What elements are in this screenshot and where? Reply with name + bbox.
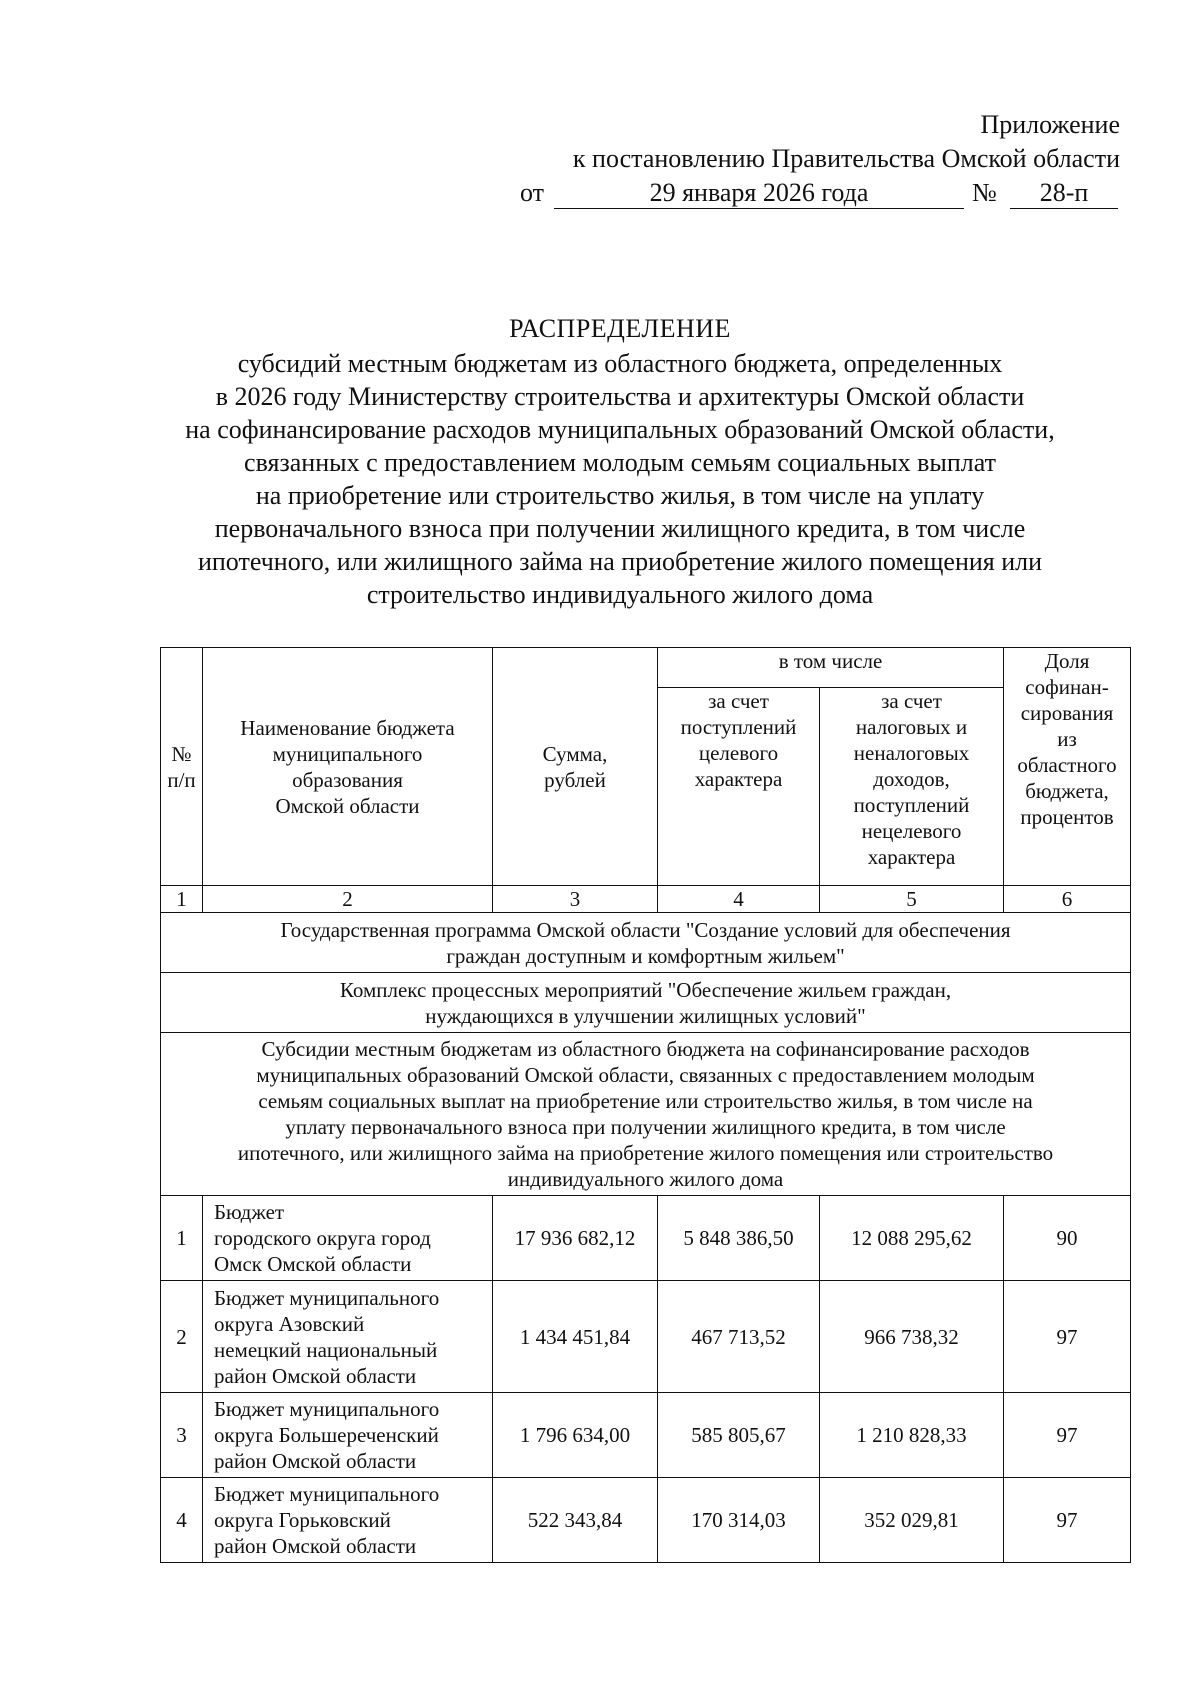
- row-num: 3: [161, 1393, 203, 1478]
- resolution-date: 29 января 2026 года: [554, 176, 964, 209]
- row-tax: 12 088 295,62: [820, 1196, 1004, 1281]
- row-share: 97: [1004, 1281, 1131, 1393]
- appendix-label: Приложение: [980, 110, 1120, 139]
- section-row-program: [161, 913, 1131, 973]
- subtitle-line: связанных с предоставлением молодым семьям социальных выплат: [244, 448, 996, 477]
- subtitle-line: субсидий местным бюджетам из областного бюджета, определенных: [237, 349, 1003, 378]
- column-number: 6: [1004, 886, 1131, 913]
- document-title-block: [140, 312, 1100, 611]
- row-tax: 352 029,81: [820, 1478, 1004, 1563]
- row-tax: 1 210 828,33: [820, 1393, 1004, 1478]
- column-number: 3: [493, 886, 658, 913]
- table-row: [161, 1393, 1131, 1478]
- row-budget-name: Бюджет муниципального округа Большереченский район Омской области: [203, 1393, 493, 1478]
- header-tax: за счет налоговых и неналоговых доходов, поступлений нецелевого характера: [820, 688, 1004, 886]
- row-budget-name: Бюджет муниципального округа Азовский немецкий национальный район Омской области: [203, 1281, 493, 1393]
- header-share: Доля софинан- сирования из областного бюджета, процентов: [1004, 648, 1131, 886]
- row-share: 90: [1004, 1196, 1131, 1281]
- section-row-complex: [161, 973, 1131, 1033]
- row-targeted: 5 848 386,50: [658, 1196, 820, 1281]
- date-number-line: [520, 176, 1120, 210]
- row-num: 4: [161, 1478, 203, 1563]
- row-share: 97: [1004, 1393, 1131, 1478]
- subtitle-line: в 2026 году Министерству строительства и архитектуры Омской области: [215, 382, 1025, 411]
- header-row: [161, 648, 1131, 688]
- header-sum: Сумма, рублей: [493, 648, 658, 886]
- subtitle-line: первоначального взноса при получении жилищного кредита, в том числе: [214, 514, 1026, 543]
- table-row: [161, 1478, 1131, 1563]
- row-budget-name: Бюджет городского округа город Омск Омской области: [203, 1196, 493, 1281]
- table-row: [161, 1196, 1131, 1281]
- column-number: 5: [820, 886, 1004, 913]
- row-budget-name: Бюджет муниципального округа Горьковский район Омской области: [203, 1478, 493, 1563]
- row-targeted: 467 713,52: [658, 1281, 820, 1393]
- resolution-number: 28-п: [1010, 176, 1118, 209]
- resolution-label: к постановлению Правительства Омской области: [572, 144, 1120, 173]
- row-targeted: 585 805,67: [658, 1393, 820, 1478]
- header-num: № п/п: [161, 648, 203, 886]
- column-number: 1: [161, 886, 203, 913]
- row-num: 2: [161, 1281, 203, 1393]
- header-including: в том числе: [658, 648, 1004, 688]
- header-name: Наименование бюджета муниципального образования Омской области: [203, 648, 493, 886]
- subtitle-line: ипотечного, или жилищного займа на приобретение жилого помещения или: [197, 547, 1043, 576]
- row-num: 1: [161, 1196, 203, 1281]
- table-row: [161, 1281, 1131, 1393]
- section-program: Государственная программа Омской области "Создание условий для обеспечения граждан доступным и комфортным жильем": [161, 913, 1131, 973]
- column-number: 2: [203, 886, 493, 913]
- subtitle-line: строительство индивидуального жилого дома: [366, 580, 874, 609]
- distribution-table: [160, 647, 1131, 1563]
- subtitle-line: на приобретение или строительство жилья, в том числе на уплату: [255, 481, 985, 510]
- row-sum: 1 796 634,00: [493, 1393, 658, 1478]
- row-sum: 522 343,84: [493, 1478, 658, 1563]
- number-sign: №: [972, 178, 997, 207]
- row-targeted: 170 314,03: [658, 1478, 820, 1563]
- row-sum: 1 434 451,84: [493, 1281, 658, 1393]
- column-number: 4: [658, 886, 820, 913]
- section-row-subsidies: [161, 1033, 1131, 1196]
- row-share: 97: [1004, 1478, 1131, 1563]
- document-title: РАСПРЕДЕЛЕНИЕ: [509, 314, 731, 343]
- section-subsidies: Субсидии местным бюджетам из областного бюджета на софинансирование расходов муниципальных образований Омской области, связанных с предоставлением молодым семьям социальных выплат на приобретение или строительство жилья, в том числе на уплату первоначального взноса при получении жилищного кредита, в том числе ипотечного, или жилищного займа на приобретение жилого помещения или строительство индивидуального жилого дома: [161, 1033, 1131, 1196]
- column-number-row: [161, 886, 1131, 913]
- subtitle-line: на софинансирование расходов муниципальных образований Омской области,: [185, 415, 1055, 444]
- row-tax: 966 738,32: [820, 1281, 1004, 1393]
- appendix-header: [520, 108, 1120, 210]
- row-sum: 17 936 682,12: [493, 1196, 658, 1281]
- section-complex: Комплекс процессных мероприятий "Обеспечение жильем граждан, нуждающихся в улучшении жилищных условий": [161, 973, 1131, 1033]
- from-label: от: [520, 178, 545, 207]
- header-targeted: за счет поступлений целевого характера: [658, 688, 820, 886]
